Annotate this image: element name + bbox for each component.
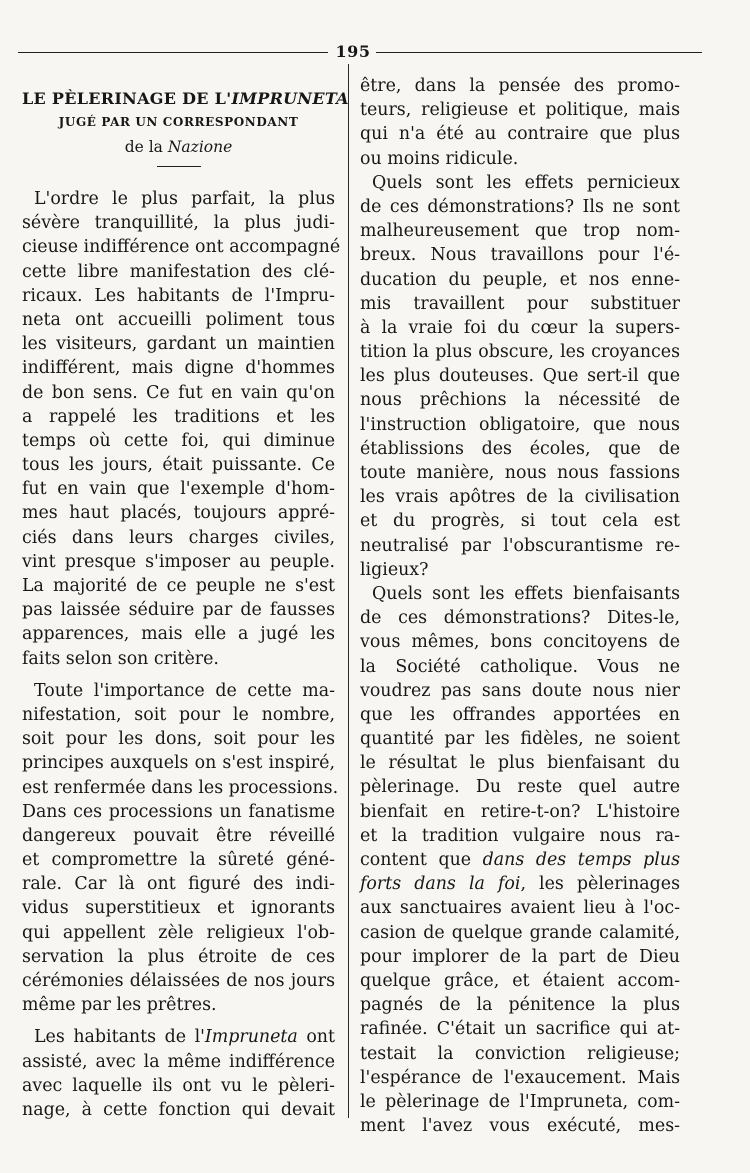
text-line: indifférent, mais digne d'hommes: [22, 358, 335, 379]
text-line: aux sanctuaires avaient lieu à l'oc-: [360, 898, 680, 919]
text-line: Dans ces processions un fanatisme: [22, 801, 335, 822]
text-line: neutralisé par l'obscurantisme re-: [360, 535, 680, 556]
text-line: mis travaillent pour substituer: [360, 293, 680, 314]
text-line: sévère tranquillité, la plus judi-: [22, 213, 335, 234]
page-number: 195: [335, 42, 371, 61]
text-line: soit pour les dons, soit pour les: [22, 729, 335, 750]
italic-run: dans des temps plus: [482, 850, 680, 870]
text-line: tous les jours, était puissante. Ce: [22, 455, 335, 476]
text-line: les vrais apôtres de la civilisation: [360, 487, 680, 508]
text-line: Toute l'importance de cette ma-: [34, 680, 335, 701]
text-line: cieuse indifférence ont accompagné: [22, 237, 341, 258]
right-column: [360, 74, 680, 1138]
text-line: le pèlerinage de l'Impruneta, com-: [360, 1091, 680, 1112]
text-line: principes auxquels on s'est inspiré,: [22, 753, 335, 774]
text-run: , les pèlerinages: [520, 874, 680, 895]
text-line: assisté, avec la même indifférence: [22, 1051, 335, 1072]
text-line: qui appellent zèle religieux l'ob-: [22, 922, 335, 943]
text-line: qui n'a été au contraire que plus: [360, 124, 680, 145]
text-line: cérémonies délaissées de nos jours: [22, 971, 335, 991]
text-line: ciés dans leurs charges civiles,: [22, 527, 335, 548]
text-line: ou moins ridicule.: [360, 148, 519, 169]
text-line: ligieux?: [360, 559, 429, 580]
text-line: pagnés de la pénitence la plus: [360, 995, 680, 1016]
left-column: [22, 74, 349, 1122]
article-title: [22, 88, 349, 110]
text-line: nage, à cette fonction qui devait: [22, 1099, 335, 1120]
text-line: temps où cette foi, qui diminue: [22, 430, 335, 451]
text-line: casion de quelque grande calamité,: [360, 922, 680, 943]
text-line: vous mêmes, bons concitoyens de: [360, 632, 680, 653]
text-line: Quels sont les effets bienfaisants: [372, 583, 680, 604]
text-line: voudrez pas sans doute nous nier: [360, 680, 680, 701]
text-line: l'instruction obligatoire, que nous: [360, 414, 680, 435]
text-run: content que: [360, 850, 483, 870]
text-line: rale. Car là ont figuré des indi-: [22, 874, 335, 895]
text-line: et compromettre la sûreté géné-: [22, 850, 335, 871]
text-line: vidus superstitieux et ignorants: [22, 898, 335, 919]
text-line: a rappelé les traditions et les: [22, 406, 335, 427]
text-run: Les habitants de l': [34, 1027, 205, 1048]
source-prefix: de la: [124, 138, 168, 156]
text-line: l'espérance de l'exaucement. Mais: [360, 1067, 680, 1088]
text-line: [22, 1025, 335, 1049]
text-line: même par les prêtres.: [22, 995, 217, 1016]
text-line: de bon sens. Ce fut en vain qu'on: [22, 382, 335, 403]
text-line: testait la conviction religieuse;: [360, 1043, 680, 1064]
text-line: rafinée. C'était un sacrifice qui at-: [360, 1019, 680, 1040]
text-line: dangereux pouvait être réveillé: [22, 825, 335, 846]
text-line: de ces démonstrations? Ils ne sont: [360, 196, 680, 217]
text-line: [360, 848, 680, 872]
text-line: malheureusement que trop nom-: [360, 221, 680, 242]
text-line: mes haut placés, toujours appré-: [22, 503, 335, 524]
title-separator: [157, 166, 201, 167]
page-header: [18, 43, 732, 61]
text-line: les plus douteuses. Que sert-il que: [360, 366, 680, 387]
italic-run: forts dans la foi: [360, 874, 521, 895]
text-line: pas laissée séduire par de fausses: [22, 600, 335, 621]
title-place: IMPRUNETA: [231, 89, 349, 108]
column-divider: [348, 64, 349, 1118]
header-rule-left: [18, 52, 328, 53]
paragraph: [360, 171, 680, 582]
text-line: établissions des écoles, que de: [360, 438, 680, 459]
text-line: les visiteurs, gardant un maintien: [22, 334, 335, 355]
text-line: et du progrès, si tout cela est: [360, 511, 680, 532]
left-text: [22, 187, 341, 1122]
text-line: avec laquelle ils ont vu le pèleri-: [22, 1075, 335, 1096]
text-line: breux. Nous travaillons pour l'é-: [360, 245, 680, 266]
text-line: bienfait en retire-t-on? L'histoire: [360, 801, 680, 822]
text-line: [360, 872, 680, 896]
paragraph: [360, 582, 680, 1138]
paragraph: [360, 74, 680, 171]
text-line: ricaux. Les habitants de l'Impru-: [22, 285, 335, 306]
text-line: apparences, mais elle a jugé les: [22, 624, 335, 645]
text-line: quantité par les fidèles, ne soient: [360, 729, 680, 750]
text-line: le résultat le plus bienfaisant du: [360, 753, 680, 774]
paragraph: [22, 679, 339, 1018]
text-line: cette libre manifestation des clé-: [22, 261, 335, 282]
text-line: servation la plus étroite de ces: [22, 946, 335, 967]
text-line: ducation du peuple, et nos enne-: [360, 269, 680, 290]
text-line: nifestation, soit pour le nombre,: [22, 704, 335, 725]
italic-run: Impruneta: [204, 1027, 298, 1048]
text-run: ont: [297, 1027, 335, 1048]
text-line: L'ordre le plus parfait, la plus: [34, 189, 335, 209]
article-subtitle: JUGÉ PAR UN CORRESPONDANT: [58, 115, 299, 129]
text-line: nous prêchions la nécessité de: [360, 390, 680, 411]
text-line: pour implorer de la part de Dieu: [360, 946, 680, 967]
header-rule-right: [376, 52, 702, 53]
source-newspaper: Nazione: [167, 138, 233, 156]
right-text: [360, 74, 680, 1138]
text-line: quelque grâce, et étaient accom-: [360, 970, 680, 991]
text-line: la Société catholique. Vous ne: [360, 656, 680, 677]
text-line: tition la plus obscure, les croyances: [360, 342, 680, 363]
text-line: est renfermée dans les processions.: [22, 777, 339, 798]
text-line: et la tradition vulgaire nous ra-: [360, 825, 680, 846]
text-line: ment l'avez vous exécuté, mes-: [360, 1116, 680, 1137]
text-line: de ces démonstrations? Dites-le,: [360, 608, 680, 629]
text-line: à la vraie foi du cœur la supers-: [360, 317, 680, 338]
text-line: faits selon son critère.: [22, 648, 219, 669]
text-line: neta ont accueilli poliment tous: [22, 309, 335, 330]
paragraph: [22, 1025, 335, 1122]
text-line: être, dans la pensée des promo-: [360, 76, 680, 96]
text-line: teurs, religieuse et politique, mais: [360, 100, 680, 121]
article-source: [22, 136, 335, 158]
text-line: pèlerinage. Du reste quel autre: [360, 777, 680, 798]
paragraph: [22, 187, 341, 671]
text-line: fut en vain que l'exemple d'hom-: [22, 479, 335, 500]
text-line: vint presque s'imposer au peuple.: [22, 551, 335, 572]
text-line: que les offrandes apportées en: [360, 704, 680, 725]
title-prefix: LE PÈLERINAGE DE L': [22, 89, 232, 108]
text-line: Quels sont les effets pernicieux: [372, 172, 680, 193]
text-line: La majorité de ce peuple ne s'est: [22, 576, 335, 596]
text-line: toute manière, nous nous fassions: [360, 463, 680, 483]
